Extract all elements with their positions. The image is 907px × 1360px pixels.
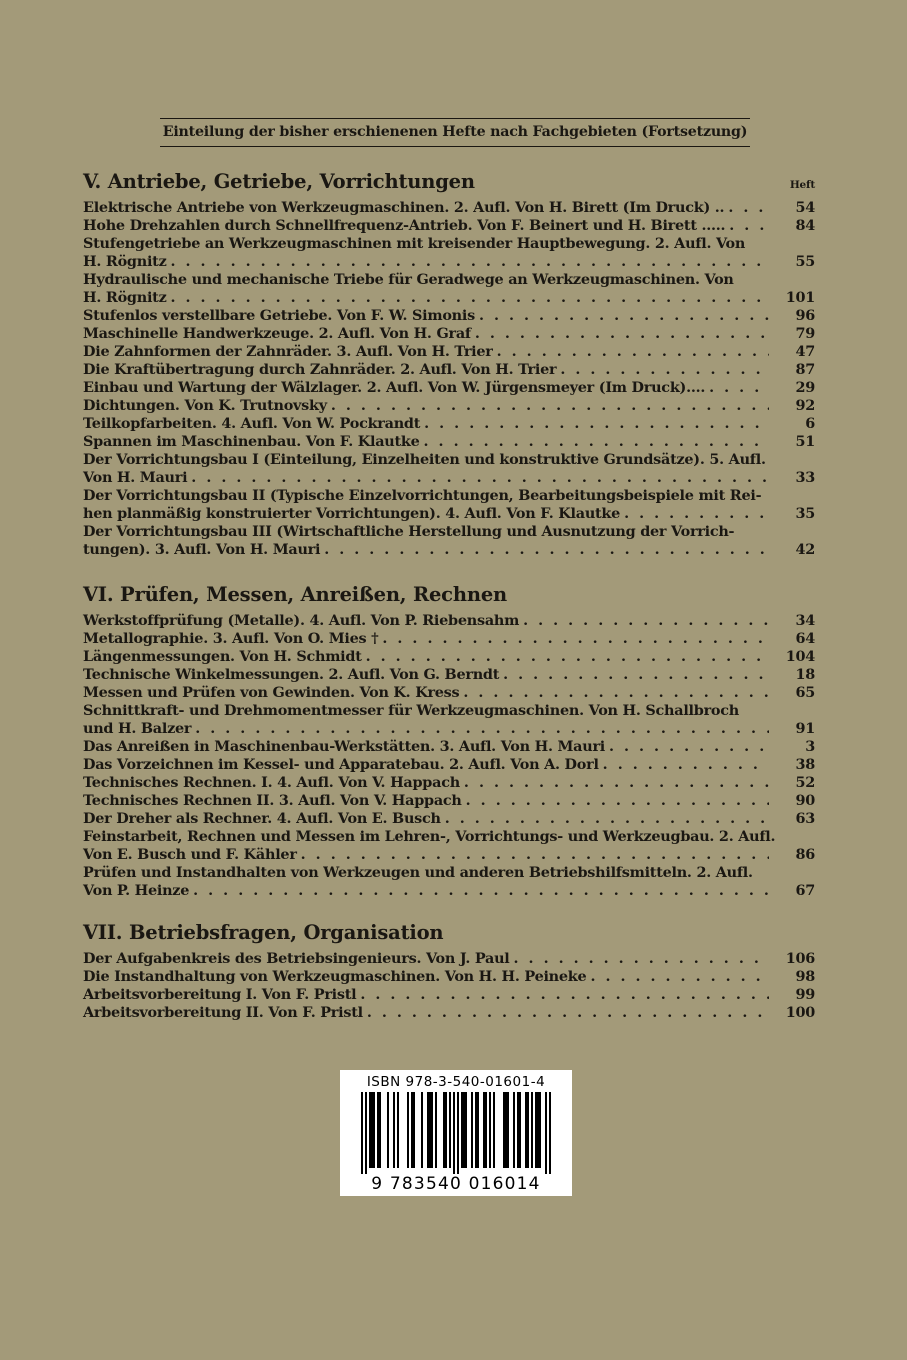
leader-dots bbox=[624, 505, 769, 523]
entry-number: 6 bbox=[805, 415, 815, 432]
entry-number: 51 bbox=[795, 433, 815, 450]
list-item bbox=[83, 325, 815, 343]
isbn-barcode-label bbox=[340, 1070, 572, 1196]
list-item bbox=[83, 307, 815, 325]
barcode-bar bbox=[365, 1092, 367, 1174]
barcode-bar bbox=[475, 1092, 477, 1168]
list-item bbox=[83, 666, 815, 684]
entry-title-line: Werkstoffprüfung (Metalle). 4. Aufl. Von P. Riebensahm bbox=[83, 612, 520, 629]
barcode-bar bbox=[413, 1092, 415, 1168]
leader-dots bbox=[424, 433, 769, 451]
entry-number: 18 bbox=[795, 666, 815, 683]
leader-dots bbox=[464, 774, 769, 792]
entry-title-line: H. Rögnitz bbox=[83, 289, 167, 306]
entry-number: 104 bbox=[785, 648, 815, 665]
entry-title-line: Der Vorrichtungsbau I (Einteilung, Einzelheiten und konstruktive Grundsätze). 5. Aufl. bbox=[83, 451, 766, 468]
entry-title-line: Die Zahnformen der Zahnräder. 3. Aufl. Von H. Trier bbox=[83, 343, 493, 360]
list-item bbox=[83, 235, 815, 271]
list-item bbox=[83, 397, 815, 415]
barcode-bar bbox=[387, 1092, 389, 1168]
entry-number: 47 bbox=[795, 343, 815, 360]
barcode-bar bbox=[361, 1092, 363, 1174]
entry-number: 98 bbox=[795, 968, 815, 985]
leader-dots bbox=[195, 720, 769, 738]
barcode-bar bbox=[477, 1092, 479, 1168]
leader-dots bbox=[603, 756, 769, 774]
entry-number: 63 bbox=[795, 810, 815, 827]
entry-title-line: Das Vorzeichnen im Kessel- und Apparatebau. 2. Aufl. Von A. Dorl bbox=[83, 756, 599, 773]
entry-number: 42 bbox=[795, 541, 815, 558]
entry-number: 34 bbox=[795, 612, 815, 629]
list-item bbox=[83, 343, 815, 361]
list-item bbox=[83, 379, 815, 397]
entry-number: 87 bbox=[795, 361, 815, 378]
leader-dots bbox=[728, 199, 769, 217]
entry-title-line: Metallographie. 3. Aufl. Von O. Mies † bbox=[83, 630, 379, 647]
leader-dots bbox=[382, 630, 769, 648]
barcode-bar bbox=[537, 1092, 539, 1168]
entry-number: 79 bbox=[795, 325, 815, 342]
entry-title-line: Der Dreher als Rechner. 4. Aufl. Von E. Busch bbox=[83, 810, 441, 827]
entry-title-line: Messen und Prüfen von Gewinden. Von K. Kress bbox=[83, 684, 460, 701]
leader-dots bbox=[466, 792, 769, 810]
list-item bbox=[83, 810, 815, 828]
barcode-bar bbox=[369, 1092, 371, 1168]
list-item bbox=[83, 1004, 815, 1022]
entry-number: 67 bbox=[795, 882, 815, 899]
entry-number: 38 bbox=[795, 756, 815, 773]
entry-number: 52 bbox=[795, 774, 815, 791]
barcode-bar bbox=[463, 1092, 465, 1168]
leader-dots bbox=[424, 415, 769, 433]
barcode-bar bbox=[485, 1092, 487, 1168]
barcode-bar bbox=[493, 1092, 495, 1168]
barcode-bar bbox=[431, 1092, 433, 1168]
entry-number: 54 bbox=[795, 199, 815, 216]
leader-dots bbox=[560, 361, 769, 379]
barcode-bar bbox=[507, 1092, 509, 1168]
list-item bbox=[83, 217, 815, 235]
section-betriebsfragen bbox=[83, 918, 815, 1022]
list-item bbox=[83, 415, 815, 433]
barcode-bar bbox=[517, 1092, 519, 1168]
list-item bbox=[83, 487, 815, 523]
leader-dots bbox=[171, 253, 770, 271]
entry-number: 3 bbox=[805, 738, 815, 755]
section-title bbox=[83, 580, 815, 610]
header-rule-bottom bbox=[160, 146, 750, 147]
entry-title-line: Hydraulische und mechanische Triebe für Geradwege an Werkzeugmaschinen. Von bbox=[83, 271, 734, 288]
entry-title-line: Einbau und Wartung der Wälzlager. 2. Aufl. Von W. Jürgensmeyer (Im Druck).... bbox=[83, 379, 706, 396]
leader-dots bbox=[366, 648, 769, 666]
entry-title-line: Dichtungen. Von K. Trutnovsky bbox=[83, 397, 327, 414]
leader-dots bbox=[709, 379, 769, 397]
entry-number: 35 bbox=[795, 505, 815, 522]
list-item bbox=[83, 738, 815, 756]
section-antriebe bbox=[83, 167, 815, 559]
list-item bbox=[83, 684, 815, 702]
isbn-text: ISBN 978-3-540-01601-4 bbox=[366, 1074, 546, 1090]
section-title bbox=[83, 918, 815, 948]
list-item bbox=[83, 199, 815, 217]
barcode-bar bbox=[503, 1092, 505, 1168]
barcode-bar bbox=[373, 1092, 375, 1168]
barcode-bar bbox=[531, 1092, 533, 1168]
barcode-bar bbox=[519, 1092, 521, 1168]
entry-title-line: Arbeitsvorbereitung I. Von F. Pristl bbox=[83, 986, 357, 1003]
leader-dots bbox=[301, 846, 769, 864]
entry-number: 86 bbox=[795, 846, 815, 863]
entry-number: 29 bbox=[795, 379, 815, 396]
barcode-bar bbox=[535, 1092, 537, 1168]
leader-dots bbox=[331, 397, 769, 415]
entry-title-line: Von P. Heinze bbox=[83, 882, 190, 899]
barcode-bar bbox=[525, 1092, 527, 1168]
entry-number: 101 bbox=[785, 289, 815, 306]
entry-title-line: Schnittkraft- und Drehmomentmesser für Werkzeugmaschinen. Von H. Schallbroch bbox=[83, 702, 739, 719]
entry-number: 99 bbox=[795, 986, 815, 1003]
barcode-bar bbox=[465, 1092, 467, 1168]
barcode-bar bbox=[377, 1092, 379, 1168]
entry-number: 90 bbox=[795, 792, 815, 809]
entry-title-line: tungen). 3. Aufl. Von H. Mauri bbox=[83, 541, 321, 558]
entry-number: 65 bbox=[795, 684, 815, 701]
entry-title-line: Stufenlos verstellbare Getriebe. Von F. W. Simonis bbox=[83, 307, 475, 324]
list-item bbox=[83, 968, 815, 986]
barcode-bar bbox=[457, 1092, 459, 1174]
list-item bbox=[83, 612, 815, 630]
barcode-bar bbox=[421, 1092, 423, 1168]
barcode-bar bbox=[471, 1092, 473, 1168]
entry-list bbox=[83, 612, 815, 900]
entry-title-line: Prüfen und Instandhalten von Werkzeugen und anderen Betriebshilfsmitteln. 2. Aufl. bbox=[83, 864, 753, 881]
list-item bbox=[83, 828, 815, 864]
entry-title-line: Spannen im Maschinenbau. Von F. Klautke bbox=[83, 433, 420, 450]
entry-number: 55 bbox=[795, 253, 815, 270]
section-title-text: VII. Betriebsfragen, Organisation bbox=[83, 921, 444, 944]
barcode-bar bbox=[427, 1092, 429, 1168]
entry-title-line: Der Vorrichtungsbau II (Typische Einzelvorrichtungen, Bearbeitungsbeispiele mit Rei- bbox=[83, 487, 762, 504]
barcode-bar bbox=[393, 1092, 395, 1168]
section-pruefen bbox=[83, 580, 815, 900]
barcode-bar bbox=[453, 1092, 455, 1174]
leader-dots bbox=[609, 738, 769, 756]
entry-title-line: Maschinelle Handwerkzeuge. 2. Aufl. Von H. Graf bbox=[83, 325, 471, 342]
leader-dots bbox=[463, 684, 769, 702]
entry-title-line: und H. Balzer bbox=[83, 720, 192, 737]
barcode-bar bbox=[429, 1092, 431, 1168]
section-title-text: VI. Prüfen, Messen, Anreißen, Rechnen bbox=[83, 583, 507, 606]
leader-dots bbox=[523, 612, 769, 630]
entry-list bbox=[83, 950, 815, 1022]
entry-title-line: Der Vorrichtungsbau III (Wirtschaftliche Herstellung und Ausnutzung der Vorrich- bbox=[83, 523, 735, 540]
entry-number: 91 bbox=[795, 720, 815, 737]
list-item bbox=[83, 523, 815, 559]
leader-dots bbox=[171, 289, 770, 307]
entry-title-line: Stufengetriebe an Werkzeugmaschinen mit kreisender Hauptbewegung. 2. Aufl. Von bbox=[83, 235, 746, 252]
leader-dots bbox=[479, 307, 769, 325]
entry-list bbox=[83, 199, 815, 559]
heft-column-label: Heft bbox=[789, 179, 815, 191]
leader-dots bbox=[475, 325, 769, 343]
barcode-bar bbox=[449, 1092, 451, 1168]
entry-title-line: Arbeitsvorbereitung II. Von F. Pristl bbox=[83, 1004, 363, 1021]
list-item bbox=[83, 950, 815, 968]
barcode-bar bbox=[527, 1092, 529, 1168]
entry-number: 84 bbox=[795, 217, 815, 234]
leader-dots bbox=[193, 882, 769, 900]
barcode-bar bbox=[505, 1092, 507, 1168]
list-item bbox=[83, 986, 815, 1004]
entry-number: 92 bbox=[795, 397, 815, 414]
barcode-bar bbox=[407, 1092, 409, 1168]
list-item bbox=[83, 648, 815, 666]
barcode-bar bbox=[411, 1092, 413, 1168]
entry-title-line: Von E. Busch und F. Kähler bbox=[83, 846, 297, 863]
entry-title-line: Technisches Rechnen II. 3. Aufl. Von V. Happach bbox=[83, 792, 462, 809]
barcode-bar bbox=[443, 1092, 445, 1168]
entry-title-line: Der Aufgabenkreis des Betriebsingenieurs. Von J. Paul bbox=[83, 950, 510, 967]
entry-title-line: Das Anreißen in Maschinenbau-Werkstätten. 3. Aufl. Von H. Mauri bbox=[83, 738, 605, 755]
list-item bbox=[83, 702, 815, 738]
entry-title-line: Teilkopfarbeiten. 4. Aufl. Von W. Pockrandt bbox=[83, 415, 421, 432]
barcode-bar bbox=[539, 1092, 541, 1168]
entry-title-line: Technisches Rechnen. I. 4. Aufl. Von V. Happach bbox=[83, 774, 460, 791]
leader-dots bbox=[497, 343, 769, 361]
entry-title-line: Feinstarbeit, Rechnen und Messen im Lehren-, Vorrichtungs- und Werkzeugbau. 2. Aufl. bbox=[83, 828, 776, 845]
list-item bbox=[83, 864, 815, 900]
list-item bbox=[83, 756, 815, 774]
leader-dots bbox=[324, 541, 769, 559]
barcode-bar bbox=[513, 1092, 515, 1168]
list-item bbox=[83, 451, 815, 487]
leader-dots bbox=[514, 950, 769, 968]
entry-title-line: Elektrische Antriebe von Werkzeugmaschinen. 2. Aufl. Von H. Birett (Im Druck) .. bbox=[83, 199, 725, 216]
entry-title-line: H. Rögnitz bbox=[83, 253, 167, 270]
entry-title-line: Die Instandhaltung von Werkzeugmaschinen. Von H. H. Peineke bbox=[83, 968, 587, 985]
leader-dots bbox=[360, 986, 769, 1004]
barcode-bar bbox=[461, 1092, 463, 1168]
entry-title-line: hen planmäßig konstruierter Vorrichtungen). 4. Aufl. Von F. Klautke bbox=[83, 505, 621, 522]
isbn-digits: 9 783540 016014 bbox=[371, 1174, 541, 1194]
section-title-text: V. Antriebe, Getriebe, Vorrichtungen bbox=[83, 170, 475, 193]
list-item bbox=[83, 271, 815, 307]
entry-title-line: Die Kraftübertragung durch Zahnräder. 2. Aufl. Von H. Trier bbox=[83, 361, 557, 378]
barcode-image bbox=[358, 1092, 554, 1174]
barcode-bar bbox=[397, 1092, 399, 1168]
header-rule-top bbox=[160, 118, 750, 119]
list-item bbox=[83, 774, 815, 792]
leader-dots bbox=[729, 217, 769, 235]
leader-dots bbox=[590, 968, 769, 986]
entry-title-line: Technische Winkelmessungen. 2. Aufl. Von G. Berndt bbox=[83, 666, 500, 683]
entry-number: 64 bbox=[795, 630, 815, 647]
entry-number: 33 bbox=[795, 469, 815, 486]
leader-dots bbox=[367, 1004, 769, 1022]
barcode-bar bbox=[435, 1092, 437, 1168]
entry-title-line: Von H. Mauri bbox=[83, 469, 188, 486]
list-item bbox=[83, 433, 815, 451]
page-header: Einteilung der bisher erschienenen Hefte nach Fachgebieten (Fortsetzung) bbox=[162, 124, 748, 140]
entry-title-line: Hohe Drehzahlen durch Schnellfrequenz-Antrieb. Von F. Beinert und H. Birett ..... bbox=[83, 217, 726, 234]
barcode-bar bbox=[371, 1092, 373, 1168]
entry-title-line: Längenmessungen. Von H. Schmidt bbox=[83, 648, 362, 665]
entry-number: 100 bbox=[785, 1004, 815, 1021]
list-item bbox=[83, 792, 815, 810]
leader-dots bbox=[191, 469, 769, 487]
barcode-bar bbox=[489, 1092, 491, 1168]
entry-number: 96 bbox=[795, 307, 815, 324]
section-title bbox=[83, 167, 815, 197]
barcode-bar bbox=[549, 1092, 551, 1174]
barcode-bar bbox=[445, 1092, 447, 1168]
barcode-bar bbox=[483, 1092, 485, 1168]
leader-dots bbox=[503, 666, 769, 684]
list-item bbox=[83, 630, 815, 648]
barcode-bar bbox=[379, 1092, 381, 1168]
barcode-bar bbox=[545, 1092, 547, 1174]
list-item bbox=[83, 361, 815, 379]
entry-number: 106 bbox=[785, 950, 815, 967]
leader-dots bbox=[445, 810, 769, 828]
